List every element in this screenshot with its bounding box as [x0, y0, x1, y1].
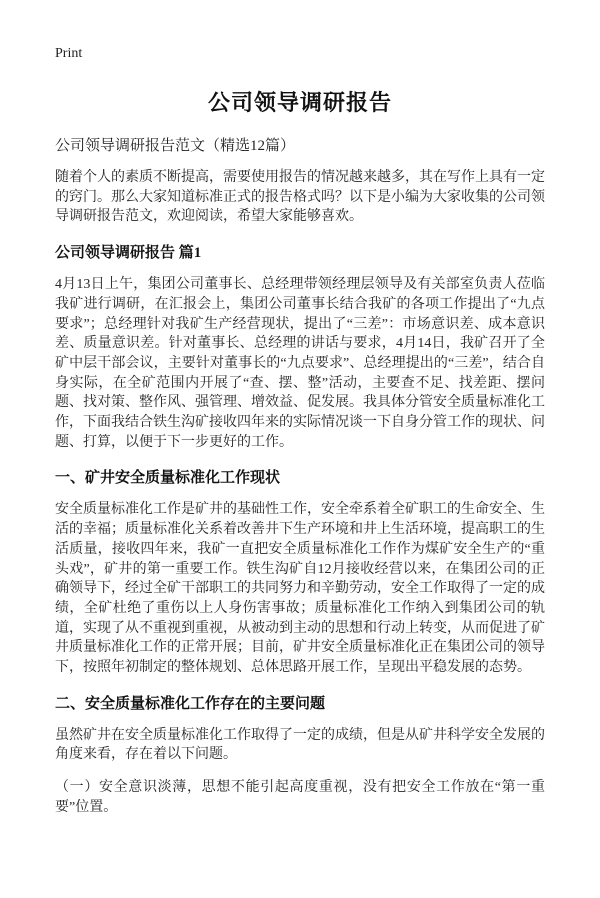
bottom-whitespace	[55, 818, 545, 898]
section1-paragraph: 安全质量标准化工作是矿井的基础性工作，安全牵系着全矿职工的生命安全、生活的幸福；质量标准化关系着改善井下生产环境和井上生活环境，提高职工的生活质量，接收四年来，我矿一直把安全质量标准化工作作为煤矿安全生产的“重头戏”，矿井的第一重要工作。铁生沟矿自12月接收经营以来，在集团公司的正确领导下，经过全矿干部职工的共同努力和辛勤劳动，安全工作取得了一定的成绩，全矿杜绝了重伤以上人身伤害事故；质量标准化工作纳入到集团公司的轨道，实现了从不重视到重视，从被动到主动的思想和行动上转变，从而促进了矿井质量标准化工作的正常开展；目前，矿井安全质量标准化正在集团公司的领导下，按照年初制定的整体规划、总体思路开展工作，呈现出平稳发展的态势。	[55, 502, 545, 676]
page-title: 公司领导调研报告	[207, 90, 392, 115]
article1-heading: 公司领导调研报告 篇1	[55, 245, 202, 262]
doc-subtitle: 公司领导调研报告范文（精选12篇）	[55, 138, 296, 154]
intro-paragraph: 随着个人的素质不断提高，需要使用报告的情况越来越多，其在写作上具有一定的窍门。那么大家知道标准正式的报告格式吗？以下是小编为大家收集的公司领导调研报告范文，欢迎阅读，希望大家能够喜欢。	[55, 170, 545, 225]
article1-paragraph: 4月13日上午，集团公司董事长、总经理带领经理层领导及有关部室负责人莅临我矿进行调研，在汇报会上，集团公司董事长结合我矿的各项工作提出了“九点要求”；总经理针对我矿生产经营现状，提出了“三差”：市场意识差、成本意识差、质量意识差。针对董事长、总经理的讲话与要求，4月14日，我矿召开了全矿中层干部会议，主要针对董事长的“九点要求”、总经理提出的“三差”，结合自身实际，在全矿范围内开展了“查、摆、整”活动，主要查不足、找差距、摆问题、找对策、整作风、强管理、增效益、促发展。我具体分管安全质量标准化工作，下面我结合铁生沟矿接收四年来的实际情况谈一下自身分管工作的现状、问题、打算，以便于下一步更好的工作。	[55, 277, 545, 450]
section1-heading: 一、矿井安全质量标准化工作现状	[55, 470, 281, 487]
section2-item1-paragraph: （一）安全意识淡薄，思想不能引起高度重视，没有把安全工作放在“第一重要”位置。	[55, 780, 545, 815]
section2-paragraph: 虽然矿井在安全质量标准化工作取得了一定的成绩，但是从矿井科学安全发展的角度来看，存在着以下问题。	[55, 727, 545, 763]
section2-heading: 二、安全质量标准化工作存在的主要问题	[55, 695, 326, 712]
print-button[interactable]: Print	[55, 46, 83, 61]
